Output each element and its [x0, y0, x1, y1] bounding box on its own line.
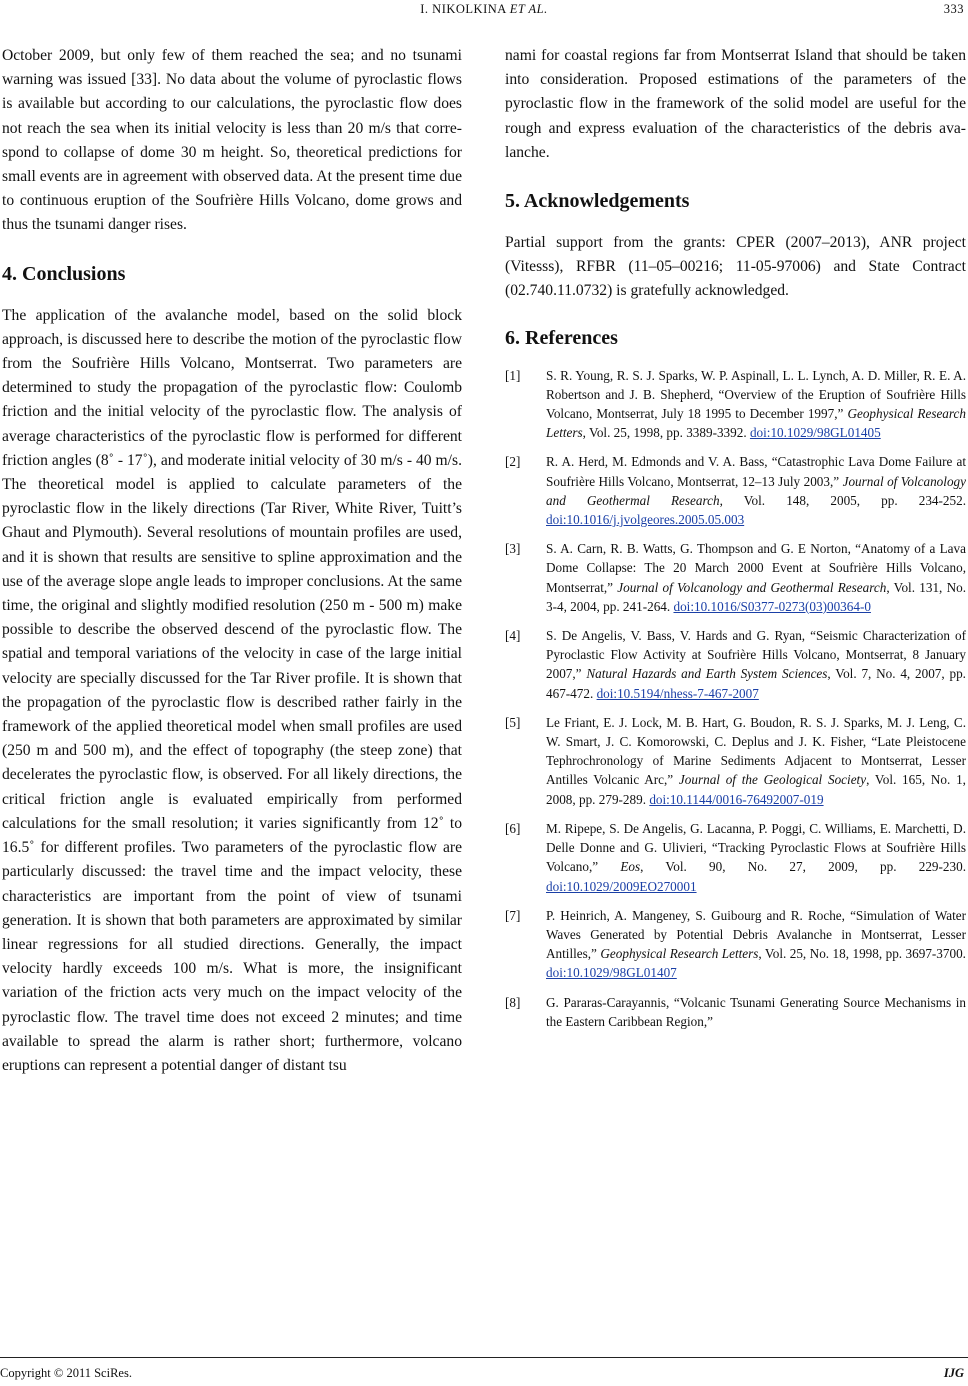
reference-item	[505, 819, 966, 896]
page-footer	[0, 1357, 968, 1386]
page-number: 333	[943, 2, 964, 16]
acknowledgements-heading: 5. Acknowledgements	[505, 190, 690, 213]
reference-text: S. R. Young, R. S. J. Sparks, W. P. Aspinall, L. L. Lynch, A. D. Miller, R. E. A. Robertson and J. B. Shepherd, “Overview of the Eruption of Soufrière Hills Volcano, Montserrat, July 18 1995 to December 1997,”	[546, 367, 966, 422]
reference-text: S. A. Carn, R. B. Watts, G. Thompson and G. E Norton, “Anatomy of a Lava Dome Collapse: The 20 March 2000 Event at Soufrière Hills Volcano, Montserrat,”	[546, 541, 966, 595]
reference-item	[505, 713, 966, 809]
reference-journal: Natural Hazards and Earth System Sciences	[586, 666, 828, 682]
running-head-etal: ET AL.	[509, 2, 548, 16]
page-header	[0, 0, 968, 22]
conclusions-heading: 4. Conclusions	[2, 262, 126, 285]
reference-doi-link[interactable]: doi:10.1029/98GL01407	[546, 965, 677, 981]
reference-details: , Vol. 90, No. 27, 2009, pp. 229-230.	[640, 859, 966, 875]
reference-item	[505, 539, 966, 616]
continuation-paragraph: nami for coastal regions far from Montserrat Island that should be taken into consideration. Proposed estimations of the parameters of the pyroclastic flow in the framework of the solid model are useful for the rough and express evaluation of the characteristics of the debris avalanche.	[505, 47, 966, 161]
reference-item	[505, 452, 966, 529]
reference-item	[505, 626, 966, 703]
reference-doi-link[interactable]: doi:10.1016/j.jvolgeores.2005.05.003	[546, 512, 745, 528]
reference-number: [4]	[505, 628, 521, 644]
intro-paragraph: October 2009, but only few of them reached the sea; and no tsunami warning was issued [33]. No data about the volume of pyroclastic flows is available but according to our calculations, the pyroclastic flow does not reach the sea when its initial velocity is less than 20 m/s that correspond to collapse of dome 30 m height. So, theoretical predictions for small events are in agreement with observed data. At the present time due to continuous eruption of the Soufrière Hills Volcano, dome grows and thus the tsunami danger rises.	[2, 47, 462, 234]
right-column	[505, 44, 966, 1041]
reference-details: , Vol. 7, No. 4, 2007, pp. 467-472.	[546, 666, 966, 701]
reference-text: M. Ripepe, S. De Angelis, G. Lacanna, P. Poggi, C. Williams, E. Marchetti, D. Delle Donne and G. Ulivieri, “Tracking Pyroclastic Flows at Soufrière Hills Volcano,”	[546, 820, 966, 875]
references-heading: 6. References	[505, 326, 618, 349]
reference-number: [3]	[505, 541, 521, 557]
reference-text: P. Heinrich, A. Mangeney, S. Guibourg and R. Roche, “Simulation of Water Waves Generated by Potential Debris Avalanche in Montserrat, Lesser Antilles,”	[546, 907, 966, 962]
reference-text: Le Friant, E. J. Lock, M. B. Hart, G. Boudon, R. S. J. Sparks, M. J. Leng, C. W. Smart, J. C. Komorowski, C. Deplus and J. K. Fisher, “Late Pleistocene Tephrochronology of Marine Sediments Adjacent to Montserrat, Lesser Antilles Volcanic Arc,”	[546, 714, 966, 788]
reference-details: , Vol. 148, 2005, pp. 234-252.	[719, 492, 966, 508]
copyright-notice: Copyright © 2011 SciRes.	[0, 1366, 132, 1380]
reference-item	[505, 993, 966, 1031]
reference-number: [6]	[505, 820, 521, 836]
running-head	[0, 2, 968, 17]
reference-journal: Journal of the Geological Society	[678, 772, 867, 788]
reference-text: G. Pararas-Carayannis, “Volcanic Tsunami Generating Source Mechanisms in the Eastern Caribbean Region,”	[546, 994, 966, 1029]
left-column	[2, 44, 462, 1078]
reference-number: [5]	[505, 714, 521, 730]
reference-journal: Journal of Volcanology and Geothermal Research	[617, 579, 887, 595]
reference-number: [1]	[505, 367, 521, 383]
reference-list	[505, 366, 966, 1031]
reference-journal: Geophysical Research Letters	[600, 946, 759, 962]
reference-details: , Vol. 165, No. 1, 2008, pp. 279-289.	[546, 772, 966, 807]
reference-journal: Journal of Volcanology and Geothermal Research	[546, 473, 966, 508]
reference-doi-link[interactable]: doi:10.1144/0016-76492007-019	[649, 791, 824, 807]
reference-doi-link[interactable]: doi:10.1029/2009EO270001	[546, 878, 697, 894]
reference-doi-link[interactable]: doi:10.1016/S0377-0273(03)00364-0	[673, 598, 871, 614]
reference-doi-link[interactable]: doi:10.5194/nhess-7-467-2007	[596, 685, 759, 701]
journal-abbreviation: IJG	[943, 1366, 964, 1380]
reference-details: , Vol. 25, 1998, pp. 3389-3392.	[582, 425, 750, 441]
reference-item	[505, 366, 966, 443]
reference-text: R. A. Herd, M. Edmonds and V. A. Bass, “Catastrophic Lava Dome Failure at Soufrière Hills Volcano, Montserrat, 12–13 July 2003,”	[546, 454, 966, 489]
reference-journal: Eos	[620, 859, 641, 875]
reference-text: S. De Angelis, V. Bass, V. Hards and G. Ryan, “Seismic Characterization of Pyroclastic Flow Activity at Soufrière Hills Volcano, Montserrat, 8 January 2007,”	[546, 628, 966, 682]
reference-item	[505, 906, 966, 983]
reference-details: , Vol. 25, No. 18, 1998, pp. 3697-3700.	[758, 946, 966, 962]
acknowledgements-paragraph: Partial support from the grants: CPER (2007–2013), ANR project (Vitesss), RFBR (11–05–00216; 11-05-97006) and State Contract (02.740.11.0732) is gratefully acknowledged.	[505, 234, 966, 300]
reference-number: [7]	[505, 907, 521, 923]
running-head-author: I. NIKOLKINA	[420, 2, 507, 16]
reference-journal: Geophysical Research Letters	[546, 406, 966, 441]
reference-doi-link[interactable]: doi:10.1029/98GL01405	[749, 425, 881, 441]
conclusions-paragraph: The application of the avalanche model, based on the solid block approach, is discussed here to describe the motion of the pyroclastic flow from the Soufrière Hills Volcano, Montserrat. Two parameters are determined to study the propagation of the pyroclastic flow: Coulomb friction and the initial velocity of the pyroclastic flow. The analysis of average characteristics of the pyroclastic flow is performed for different friction angles (8˚ - 17˚), and moderate initial velocity of 30 m/s - 40 m/s. The theoretical model is applied to calculate parameters of the pyroclastic flow in the likely directions (Tar River, White River, Tuitt’s Ghaut and Plymouth). Several resolutions of mountain profiles are used, and it is shown that results are sensitive to spline approximation and the use of the average slope angle leads to improper conclusions. At the same time, the original and slightly modified resolution (250 m - 500 m) make possible to describe the observed descend of the pyroclastic flow. The spatial and temporal variations of the velocity in case of the large initial velocity are specially discussed for the Tar River profile. It is shown that the propagation of the pyroclastic flow is described rather fairly in the framework of the applied theoretical model when small profiles are used (250 m and 500 m), and the effect of topography (the steep zone) that decelerates the pyroclastic flow, is observed. For all likely directions, the critical friction angle is evaluated empirically from performed calculations for the small resolution; it varies significantly from 12˚ to 16.5˚ for different profiles. Two parameters of the pyroclastic flow are particularly discussed: the travel time and the impact velocity, these characteristics are important from the point of view of tsunami generation. It is shown that both parameters are approximated by similar linear regressions for all studied directions. Generally, the impact velocity hardly exceeds 100 m/s. What is more, the insignificant variation of the friction acts very much on the impact velocity of the pyroclastic flow. The travel time does not exceed 2 minutes; and time available to spread the alarm is rather short; furthermore, volcano eruptions can represent a potential danger of distant tsu	[2, 306, 462, 1074]
reference-details: , Vol. 131, No. 3-4, 2004, pp. 241-264.	[546, 579, 966, 614]
reference-number: [8]	[505, 994, 521, 1010]
reference-number: [2]	[505, 454, 521, 470]
